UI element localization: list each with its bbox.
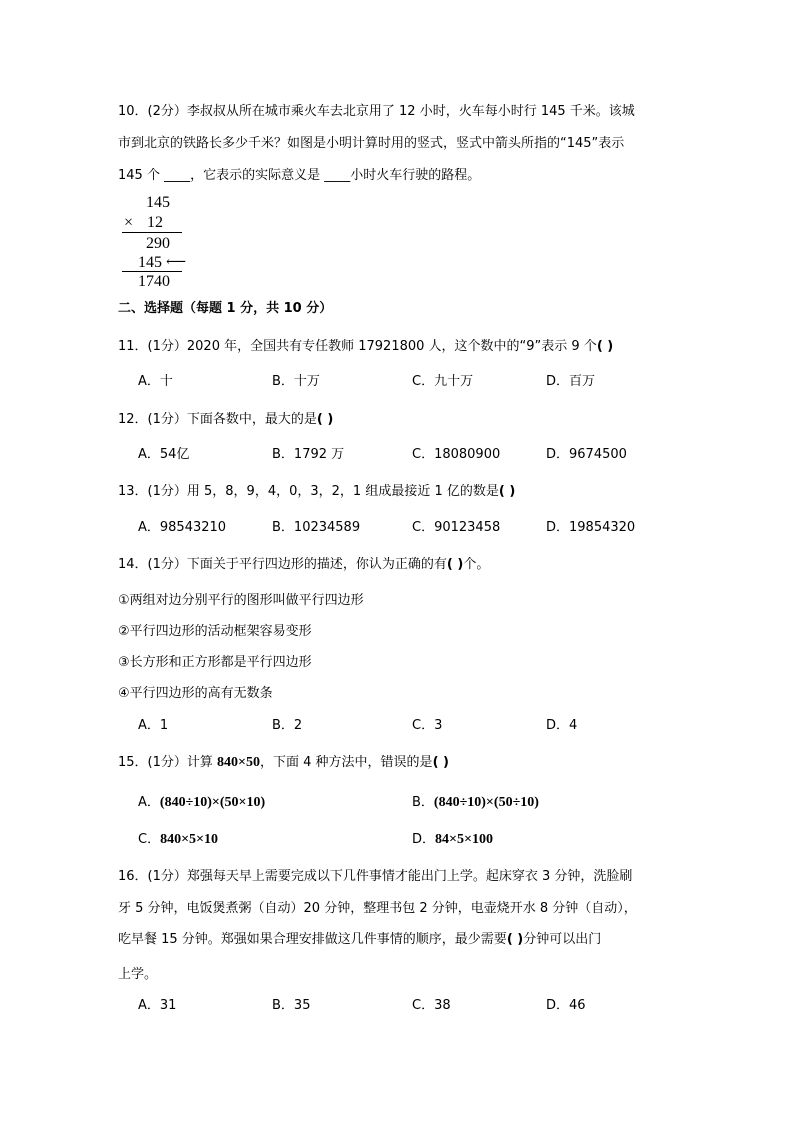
calc-result: 1740 xyxy=(138,273,170,290)
q16-line4: 上学。 xyxy=(118,967,158,982)
calc-multiplicand: 145 xyxy=(146,194,170,211)
option-a[interactable]: A．(840÷10)×(50×10) xyxy=(138,795,266,810)
option-a[interactable]: A．54亿 xyxy=(138,447,190,462)
option-c[interactable]: C．38 xyxy=(412,998,451,1013)
statement-3: ③长方形和正方形都是平行四边形 xyxy=(118,655,312,670)
option-c[interactable]: C．3 xyxy=(412,718,443,733)
q11-stem: 11．(1分）2020 年，全国共有专任教师 17921800 人，这个数中的“9”表示 9 个( ) xyxy=(118,339,614,354)
option-b[interactable]: B．35 xyxy=(272,998,311,1013)
option-b[interactable]: B．十万 xyxy=(272,374,320,389)
option-c[interactable]: C．九十万 xyxy=(412,374,474,389)
arrow-left-icon: ⟵ xyxy=(166,255,187,270)
q16-line1: 16．(1分）郑强每天早上需要完成以下几件事情才能出门上学。起床穿衣 3 分钟，洗脸刷 xyxy=(118,869,633,884)
option-c[interactable]: C．90123458 xyxy=(412,520,501,535)
option-d[interactable]: D．百万 xyxy=(546,374,596,389)
statement-2: ②平行四边形的活动框架容易变形 xyxy=(118,624,312,639)
option-b[interactable]: B．10234589 xyxy=(272,520,361,535)
calc-partial-2: 145 xyxy=(138,254,162,271)
option-d[interactable]: D．84×5×100 xyxy=(412,832,493,847)
q10-line2: 市到北京的铁路长多少千米？如图是小明计算时用的竖式，竖式中箭头所指的“145”表示 xyxy=(118,136,625,151)
calc-multiplier: × 12 xyxy=(124,214,164,231)
q14-stem: 14．(1分）下面关于平行四边形的描述，你认为正确的有( )个。 xyxy=(118,557,490,572)
option-c[interactable]: C．18080900 xyxy=(412,447,501,462)
option-b[interactable]: B．1792 万 xyxy=(272,447,345,462)
statement-4: ④平行四边形的高有无数条 xyxy=(118,686,273,701)
section-heading: 二、选择题（每题 1 分，共 10 分） xyxy=(118,301,333,316)
option-d[interactable]: D．9674500 xyxy=(546,447,627,462)
option-a[interactable]: A．98543210 xyxy=(138,520,227,535)
option-d[interactable]: D．46 xyxy=(546,998,586,1013)
option-a[interactable]: A．十 xyxy=(138,374,173,389)
vertical-multiplication xyxy=(118,194,198,290)
q10-line1: 10．(2分）李叔叔从所在城市乘火车去北京用了 12 小时，火车每小时行 145 千米。该城 xyxy=(118,104,635,119)
q16-line3: 吃早餐 15 分钟。郑强如果合理安排做这几件事情的顺序，最少需要( )分钟可以出门 xyxy=(118,932,602,947)
option-d[interactable]: D．19854320 xyxy=(546,520,636,535)
q15-stem: 15．(1分）计算 840×50，下面 4 种方法中，错误的是( ) xyxy=(118,755,449,770)
option-b[interactable]: B．(840÷10)×(50÷10) xyxy=(412,795,539,810)
option-a[interactable]: A．1 xyxy=(138,718,169,733)
q13-stem: 13．(1分）用 5，8，9，4，0，3，2，1 组成最接近 1 亿的数是( ) xyxy=(118,484,516,499)
q16-line2: 牙 5 分钟，电饭煲煮粥（自动）20 分钟，整理书包 2 分钟，电壶烧开水 8 分钟（自动）， xyxy=(118,901,637,916)
option-b[interactable]: B．2 xyxy=(272,718,303,733)
option-c[interactable]: C．840×5×10 xyxy=(138,832,219,847)
option-d[interactable]: D．4 xyxy=(546,718,578,733)
calc-partial-1: 290 xyxy=(146,235,170,252)
statement-1: ①两组对边分别平行的图形叫做平行四边形 xyxy=(118,593,364,608)
q12-stem: 12．(1分）下面各数中，最大的是( ) xyxy=(118,412,334,427)
option-a[interactable]: A．31 xyxy=(138,998,177,1013)
q10-line3: 145 个 ____，它表示的实际意义是 ____小时火车行驶的路程。 xyxy=(118,168,481,183)
